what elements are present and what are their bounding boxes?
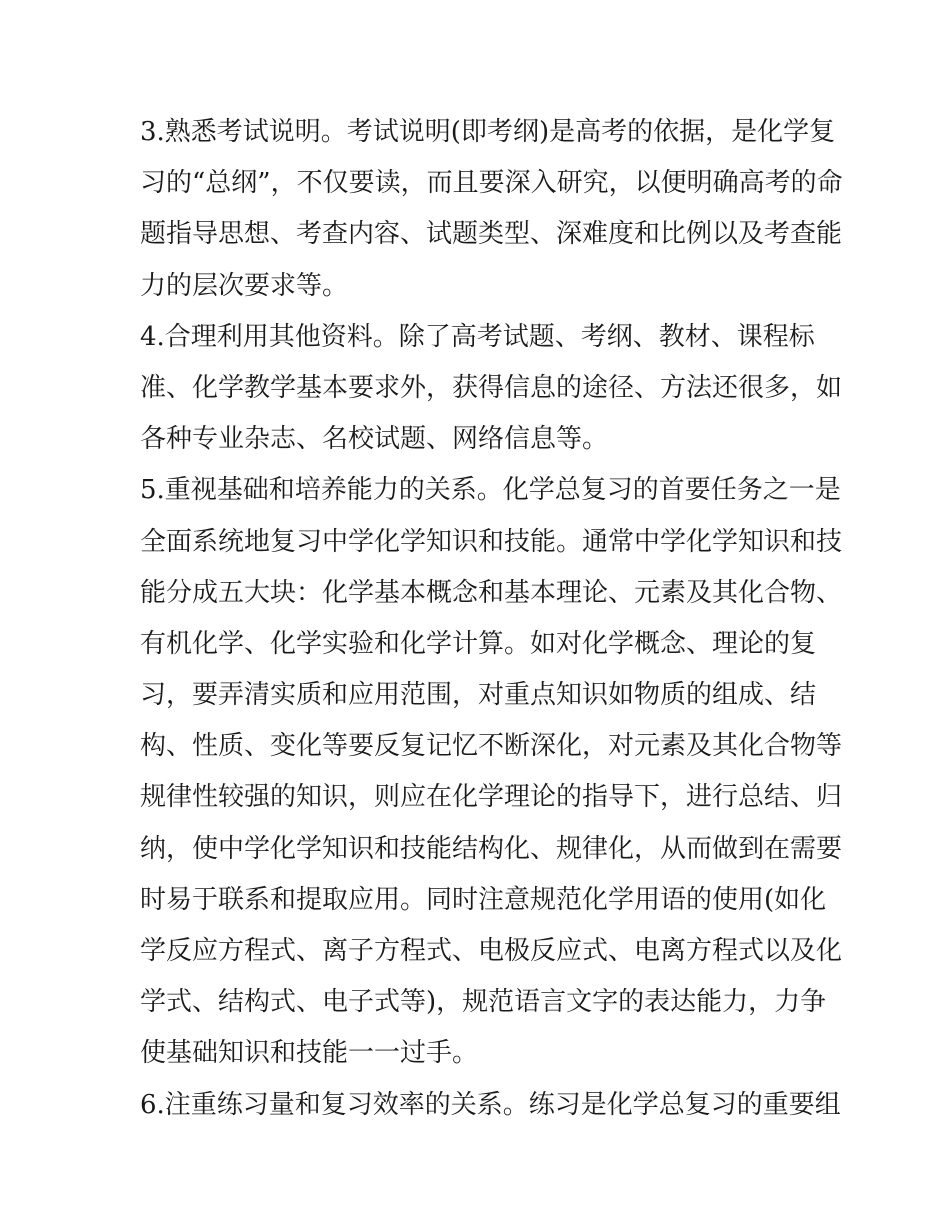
text-line: 构、性质、变化等要反复记忆不断深化，对元素及其化合物等 <box>140 731 843 762</box>
text-line: 题指导思想、考查内容、试题类型、深难度和比例以及考查能 <box>140 219 843 250</box>
text-line: 使基础知识和技能一一过手。 <box>140 1038 479 1069</box>
body-text <box>140 107 843 1131</box>
text-line: 学反应方程式、离子方程式、电极反应式、电离方程式以及化 <box>140 936 843 966</box>
text-line: 纳，使中学化学知识和技能结构化、规律化，从而做到在需要 <box>140 833 843 864</box>
text-line: 规律性较强的知识，则应在化学理论的指导下，进行总结、归 <box>140 782 843 813</box>
text-line: 力的层次要求等。 <box>140 270 349 301</box>
text-line: 6.注重练习量和复习效率的关系。练习是化学总复习的重要组 <box>140 1089 841 1120</box>
text-line: 习，要弄清实质和应用范围，对重点知识如物质的组成、结 <box>140 680 817 711</box>
text-line: 有机化学、化学实验和化学计算。如对化学概念、理论的复 <box>140 628 817 659</box>
text-line: 学式、结构式、电子式等)，规范语言文字的表达能力，力争 <box>140 987 827 1018</box>
text-line: 5.重视基础和培养能力的关系。化学总复习的首要任务之一是 <box>140 475 841 506</box>
text-line: 能分成五大块：化学基本概念和基本理论、元素及其化合物、 <box>140 577 843 608</box>
text-line: 全面系统地复习中学化学知识和技能。通常中学化学知识和技 <box>140 526 843 557</box>
text-line: 准、化学教学基本要求外，获得信息的途径、方法还很多，如 <box>140 372 843 403</box>
text-line: 4.合理利用其他资料。除了高考试题、考纲、教材、课程标 <box>140 321 815 352</box>
text-line: 各种专业杂志、名校试题、网络信息等。 <box>140 424 609 455</box>
text-line: 习的“总纲”，不仅要读，而且要深入研究，以便明确高考的命 <box>140 168 843 199</box>
text-line: 时易于联系和提取应用。同时注意规范化学用语的使用(如化 <box>140 884 827 915</box>
text-line: 3.熟悉考试说明。考试说明(即考纲)是高考的依据，是化学复 <box>140 117 836 147</box>
